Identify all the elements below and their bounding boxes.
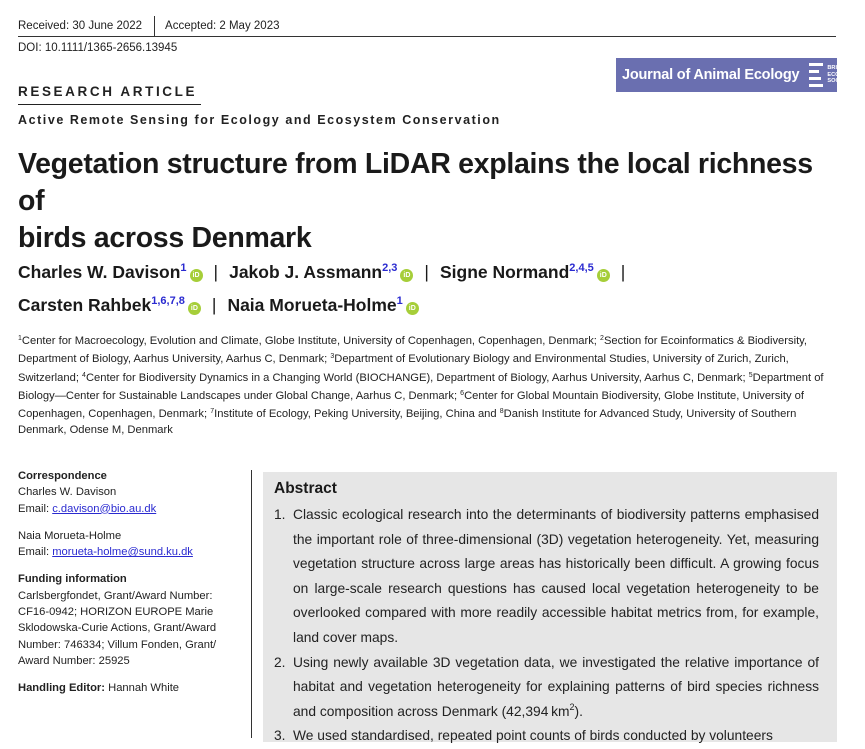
journal-logo bbox=[616, 58, 865, 92]
handling-editor: Handling Editor: Hannah White bbox=[18, 682, 180, 695]
abstract-item: 2. Using newly available 3D vegetation data, we investigated the relative importance of habitat and vegetation heterogeneity for explaining patterns of bird species richness and composition across Denmark (42,394 $km^2$). bbox=[274, 654, 819, 719]
author[interactable]: Carsten Rahbek$^{1,6,7,8}$iD bbox=[18, 295, 201, 315]
author[interactable]: Naia Morueta-Holme$^1$iD bbox=[227, 295, 418, 315]
author[interactable]: Jakob J. Assmann$^{2,3}$iD bbox=[229, 262, 413, 282]
contact-email: Email: morueta-holme@sund.ku.dk bbox=[18, 546, 193, 559]
orcid-icon[interactable]: iD bbox=[188, 302, 201, 315]
author[interactable]: Charles W. Davison$^1$iD bbox=[18, 262, 203, 282]
correspondence-heading: Correspondence bbox=[18, 470, 107, 482]
doi: DOI: 10.1111/1365-2656.13945 bbox=[18, 42, 178, 54]
contact-name: Charles W. Davison bbox=[18, 486, 117, 499]
author[interactable]: Signe Normand$^{2,4,5}$iD bbox=[440, 262, 610, 282]
date-separator bbox=[154, 16, 155, 36]
article-type-rule bbox=[18, 104, 201, 105]
author-separator: | bbox=[213, 262, 219, 282]
funding-heading: Funding information bbox=[18, 573, 127, 586]
contact-name: Naia Morueta-Holme bbox=[18, 529, 122, 542]
society-mark-icon bbox=[809, 63, 823, 87]
article-type: RESEARCH ARTICLE bbox=[18, 84, 198, 99]
society-name: BRITISH ECOLOGICAL SOCIETY bbox=[827, 65, 865, 85]
article-info-sidebar bbox=[18, 468, 243, 697]
accepted-date: Accepted: 2 May 2023 bbox=[165, 20, 280, 32]
journal-name: Journal of Animal Ecology bbox=[622, 67, 800, 83]
received-date: Received: 30 June 2022 bbox=[18, 20, 143, 32]
society-logo bbox=[809, 63, 864, 87]
abstract-item: 3. We used standardised, repeated point counts of birds conducted by volunteers bbox=[274, 728, 773, 744]
orcid-icon[interactable]: iD bbox=[190, 269, 203, 282]
header-rule bbox=[18, 36, 836, 37]
abstract-heading: Abstract bbox=[274, 480, 337, 497]
author-separator: | bbox=[211, 295, 217, 315]
author-separator: | bbox=[424, 262, 429, 282]
abstract-list bbox=[274, 503, 819, 749]
orcid-icon[interactable]: iD bbox=[406, 302, 419, 315]
orcid-icon[interactable]: iD bbox=[400, 269, 413, 282]
funding-text: Carlsbergfondet, Grant/Award Number: CF16-0942; HORIZON EUROPE Marie Sklodowska-Curie Actions, Grant/Award Number: 746334; Villum Fonden, Grant/ Award Number: 25925 bbox=[18, 589, 217, 667]
publication-dates bbox=[18, 16, 279, 36]
abstract-item: 1. Classic ecological research into the determinants of biodiversity patterns emphasised the important role of three-dimensional (3D) vegetation heterogeneity. Yet, measuring vegetation structure across large areas has historically been difficult. A growing focus on large-scale research questions has caused local vegetation heterogeneity to be overlooked compared with more readily accessible habitat metrics from, for example, land cover maps. bbox=[274, 507, 819, 645]
orcid-icon[interactable]: iD bbox=[597, 269, 610, 282]
author-separator: | bbox=[620, 262, 626, 282]
article-section: Active Remote Sensing for Ecology and Ecosystem Conservation bbox=[18, 113, 501, 127]
email-link[interactable]: c.davison@bio.au.dk bbox=[52, 502, 157, 515]
contact-email: Email: c.davison@bio.au.dk bbox=[18, 502, 157, 515]
affiliations: $^1$Center for Macroecology, Evolution and Climate, Globe Institute, University of Copenhagen, Copenhagen, Denmark; $^2$Section for Ecoinformatics & Biodiversity, Department of Biology, Aarhus University, Aarhus C, Denmark; $^3$Department of Evolutionary Biology and Environmental Studies, University of Zurich, Zurich, Switzerland; $^4$Center for Biodiversity Dynamics in a Changing World (BIOCHANGE), Department of Biology, Aarhus University, Aarhus C, Denmark; $^5$Department of Biology—Center for Sustainable Landscapes under Global Change, Aarhus C, Denmark; $^6$Center for Global Mountain Biodiversity, Globe Institute, University of Copenhagen, Copenhagen, Denmark; $^7$Institute of Ecology, Peking University, Beijing, China and $^8$Danish Institute for Advanced Study, University of Southern Denmark, Odense M, Denmark bbox=[18, 335, 824, 437]
sidebar-divider bbox=[251, 470, 252, 738]
article-title: Vegetation structure from LiDAR explains the local richness of birds across Denmark bbox=[18, 148, 813, 254]
email-link[interactable]: morueta-holme@sund.ku.dk bbox=[52, 546, 193, 559]
author-list bbox=[18, 254, 838, 320]
